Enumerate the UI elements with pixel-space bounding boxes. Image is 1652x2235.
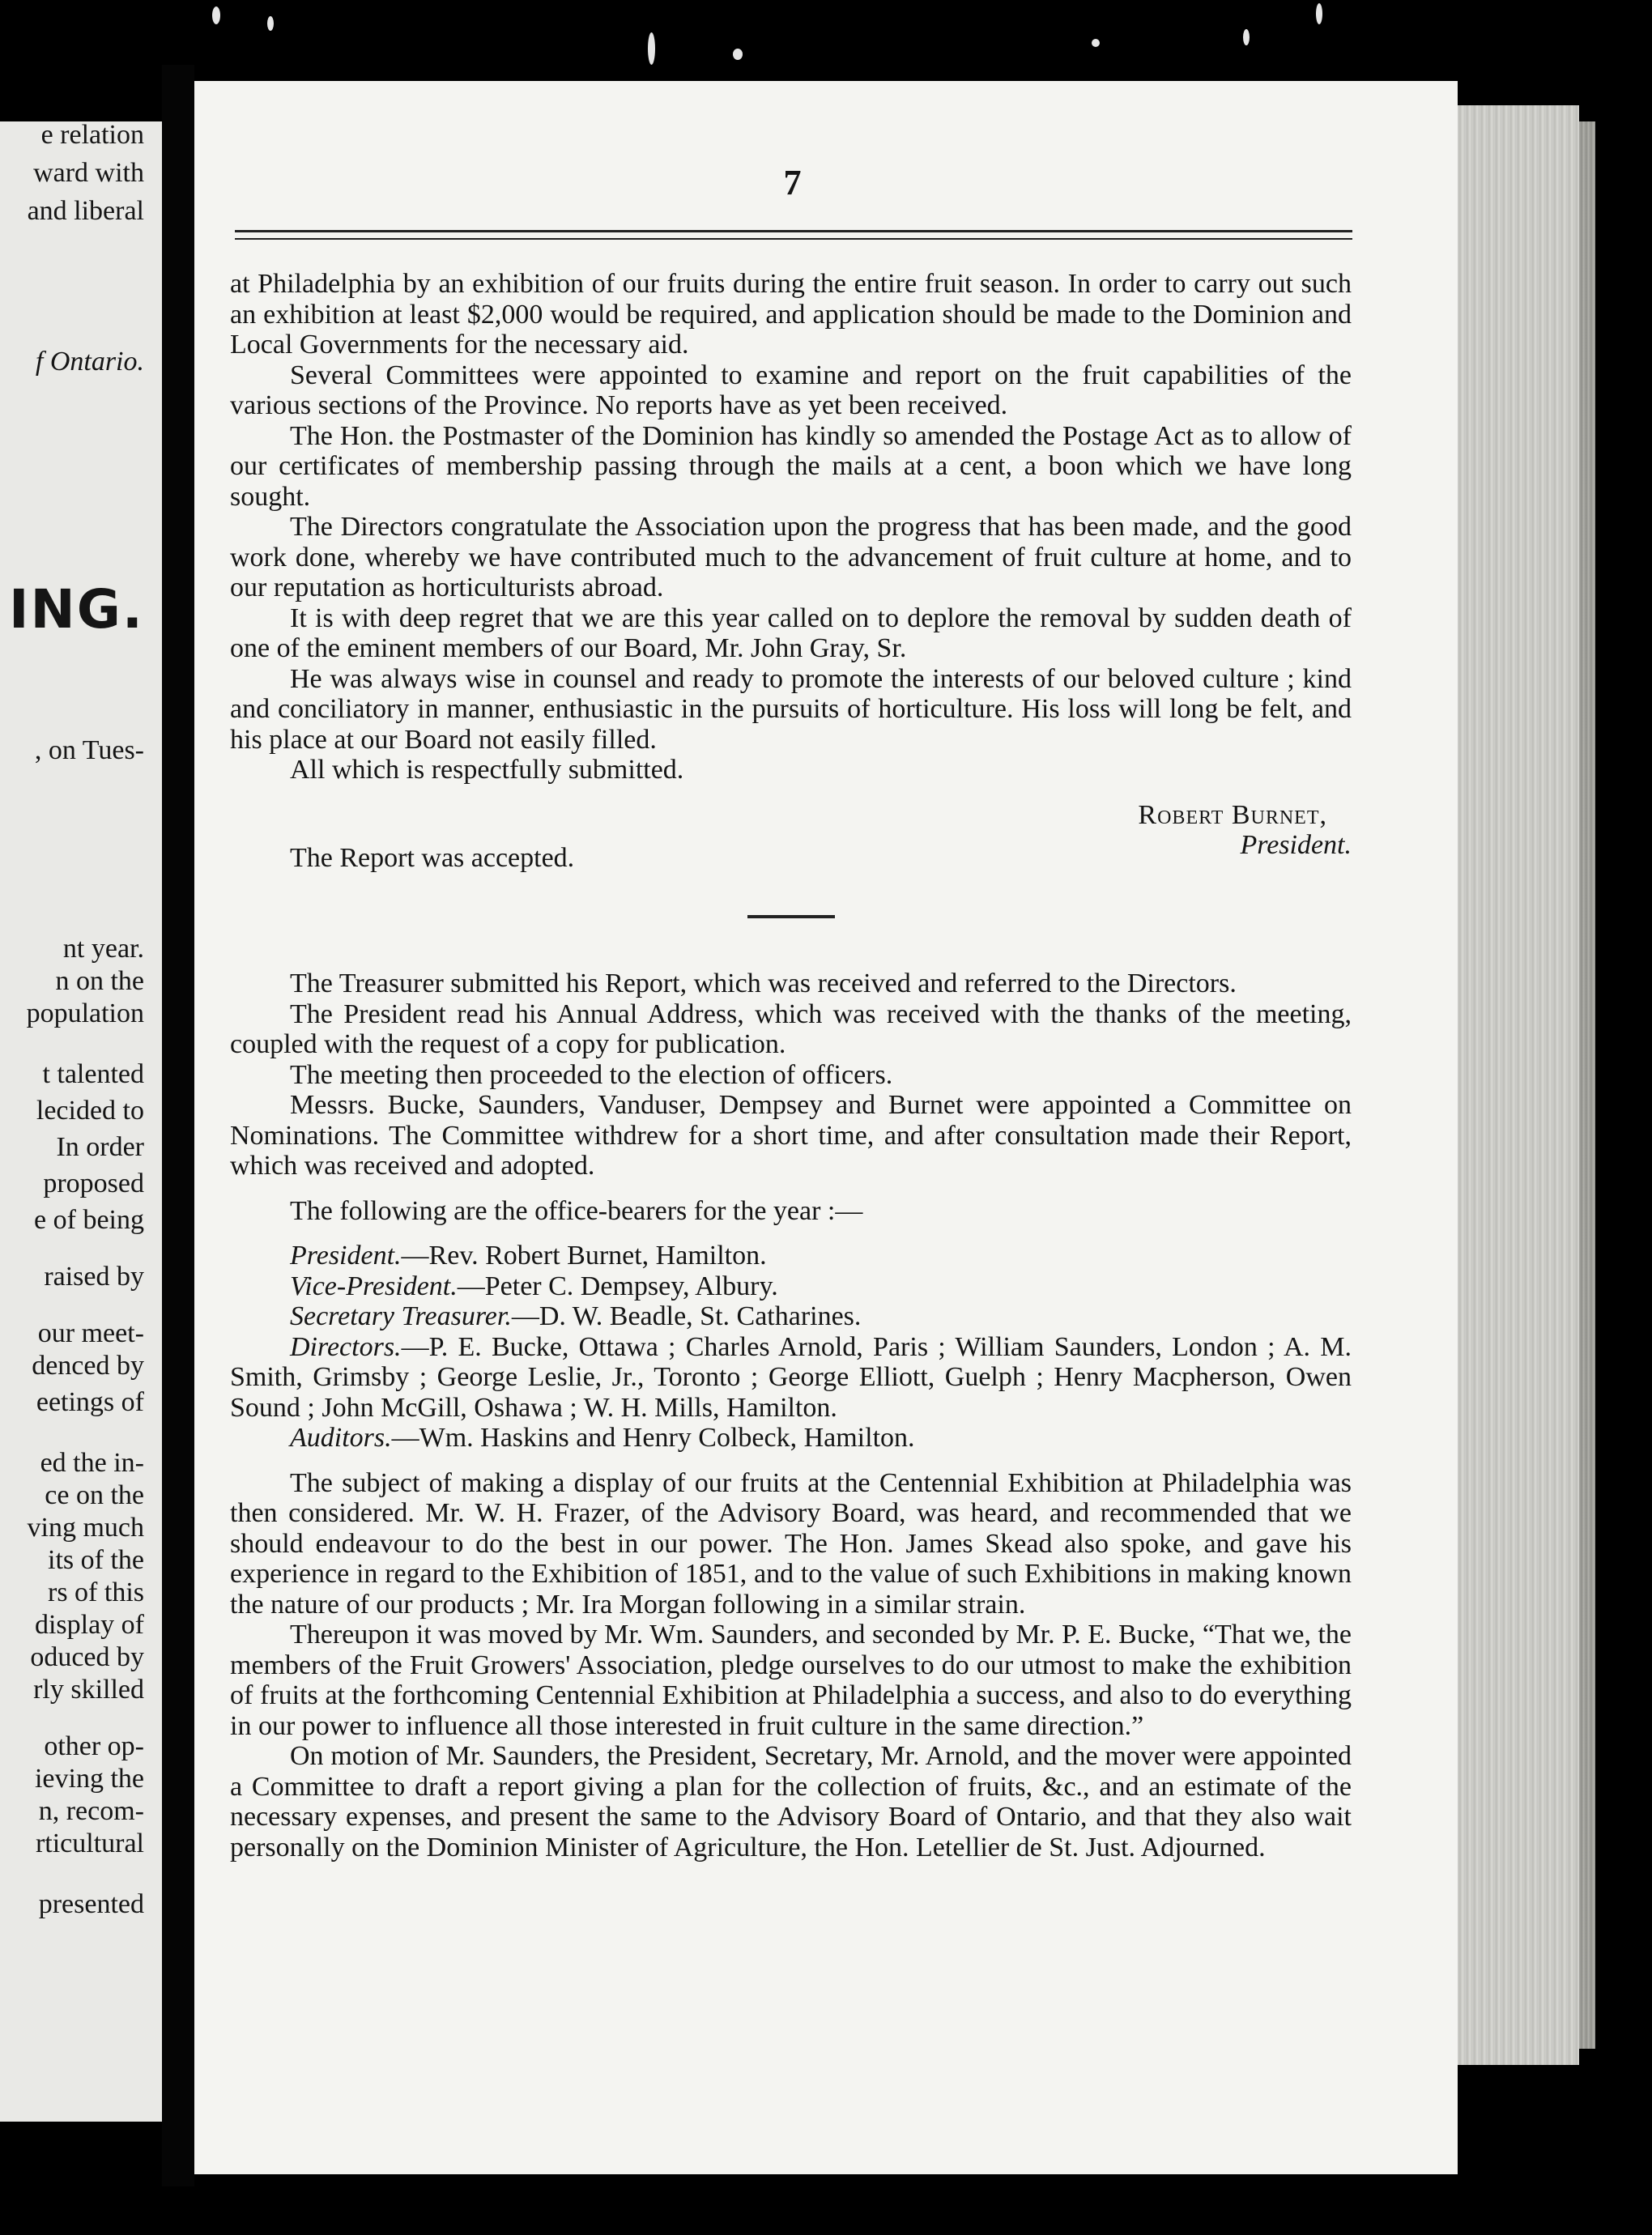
book-gutter [162, 65, 194, 2186]
officer-names: —Rev. Robert Burnet, Hamilton. [401, 1241, 767, 1271]
officer-role: President. [290, 1241, 402, 1271]
previous-page-text-fragment: ed the in- [40, 1448, 144, 1478]
page-fore-edge-shadow [1579, 121, 1595, 2049]
officers-intro: The following are the office-bearers for the year :— [290, 1195, 863, 1226]
previous-page-text-fragment: presented [38, 1889, 144, 1919]
paragraph: The Directors congratulate the Association upon the progress that has been made, and the good work done, whereby we have contributed much to the advancement of fruit culture at home, and to our reputation as horticulturists abroad. [230, 512, 1352, 602]
film-speck [212, 6, 220, 24]
signature-title: President. [1240, 830, 1352, 860]
paragraph: Several Committees were appointed to examine and report on the fruit capabilities of the various sections of the Province. No reports have as yet been received. [230, 360, 1352, 420]
officer-vice-president [230, 1271, 1352, 1302]
previous-page-text-fragment: eetings of [36, 1387, 144, 1417]
previous-page-text-fragment: ving much [27, 1513, 144, 1543]
report-accepted: The Report was accepted. [290, 842, 575, 873]
paragraph: The Treasurer submitted his Report, which was received and referred to the Directors. [290, 968, 1237, 998]
officer-secretary-treasurer [230, 1301, 1352, 1332]
previous-page-text-fragment: our meet- [37, 1318, 144, 1348]
previous-page-text-fragment: its of the [48, 1545, 144, 1575]
officer-role: Secretary Treasurer. [290, 1301, 512, 1331]
previous-page-text-fragment: population [26, 998, 144, 1028]
paragraph: On motion of Mr. Saunders, the President, Secretary, Mr. Arnold, and the mover were appointed a Committee to draft a report giving a plan for the collection of fruits, &c., and an estimate of the necessary expenses, and present the same to the Advisory Board of Ontario, and that they also wait personally on the Dominion Minister of Agriculture, the Hon. Letellier de St. Just. Adjourned. [230, 1741, 1352, 1862]
previous-page-text-fragment: and liberal [27, 196, 144, 226]
page-7 [194, 81, 1458, 2174]
signature-name: Robert Burnet, [1138, 799, 1327, 830]
officer-role: Vice-President. [290, 1271, 458, 1301]
previous-page-text-fragment: ING. [8, 578, 144, 641]
previous-page-text-fragment: rticultural [35, 1828, 144, 1858]
officer-directors [230, 1332, 1352, 1424]
paragraph: The President read his Annual Address, which was received with the thanks of the meeting, coupled with the request of a copy for publication. [230, 998, 1352, 1059]
previous-page-text-fragment: , on Tues- [34, 735, 144, 765]
previous-page-text-fragment: denced by [32, 1351, 144, 1381]
previous-page-text-fragment: f Ontario. [35, 347, 144, 377]
film-speck [1243, 29, 1250, 45]
previous-page-fragment [0, 121, 162, 2122]
film-speck [267, 16, 274, 31]
paragraph: The subject of making a display of our fruits at the Centennial Exhibition at Philadelphia was then considered. Mr. W. H. Frazer, of the Advisory Board, was heard, and recommended that we should endeavour to do the best in our power. The Hon. James Skead also spoke, and gave his experience in regard to the Exhibition of 1851, and to the value of such Exhibitions in making known the nature of our products ; Mr. Ira Morgan following in a similar strain. [230, 1467, 1352, 1620]
officer-names: —P. E. Bucke, Ottawa ; Charles Arnold, Paris ; William Saunders, London ; A. M. Smith, Grimsby ; George Leslie, Jr., Toronto ; George Elliott, Guelph ; Henry Macpherson, Owen Sound ; John McGill, Oshawa ; W. H. Mills, Hamilton. [230, 1331, 1352, 1423]
film-speck [648, 32, 655, 65]
previous-page-text-fragment: display of [34, 1610, 144, 1640]
previous-page-text-fragment: n on the [55, 966, 144, 996]
paragraph: The Hon. the Postmaster of the Dominion has kindly so amended the Postage Act as to allow of our certificates of membership passing through the mails at a cent, a boon which we have long sought. [230, 420, 1352, 512]
officer-role: Auditors. [290, 1423, 392, 1453]
paragraph: Messrs. Bucke, Saunders, Vanduser, Dempsey and Burnet were appointed a Committee on Nominations. The Committee withdrew for a short time, and after consultation made their Report, which was received and adopted. [230, 1090, 1352, 1181]
film-speck [1316, 3, 1322, 24]
officer-names: —Peter C. Dempsey, Albury. [457, 1271, 778, 1301]
previous-page-text-fragment: ce on the [45, 1480, 144, 1510]
page-fore-edge [1458, 105, 1579, 2065]
previous-page-text-fragment: other op- [44, 1731, 144, 1761]
paragraph: The meeting then proceeded to the election of officers. [290, 1059, 893, 1090]
previous-page-text-fragment: e of being [34, 1205, 144, 1235]
paragraph: He was always wise in counsel and ready to promote the interests of our beloved culture ; kind and conciliatory in manner, enthusiastic in the pursuits of horticulture. His loss will long be felt, and his place at our Board not easily filled. [230, 663, 1352, 755]
previous-page-text-fragment: oduced by [30, 1642, 144, 1672]
paragraph: It is with deep regret that we are this year called on to deplore the removal by sudden death of one of the eminent members of our Board, Mr. John Gray, Sr. [230, 602, 1352, 663]
officer-names: —Wm. Haskins and Henry Colbeck, Hamilton. [391, 1423, 915, 1453]
previous-page-text-fragment: ward with [33, 158, 144, 188]
previous-page-text-fragment: nt year. [62, 934, 144, 964]
film-speck [733, 49, 743, 60]
previous-page-text-fragment: ieving the [34, 1764, 144, 1794]
header-rule [235, 230, 1352, 245]
paragraph: All which is respectfully submitted. [290, 755, 684, 785]
previous-page-text-fragment: n, recom- [38, 1796, 144, 1826]
paragraph: at Philadelphia by an exhibition of our fruits during the entire fruit season. In order to carry out such an exhibition at least $2,000 would be required, and application should be made to the Dominion and Local Governments for the necessary aid. [230, 269, 1352, 360]
previous-page-text-fragment: e relation [40, 121, 144, 150]
officer-role: Directors. [290, 1331, 402, 1362]
officer-president [230, 1241, 1352, 1271]
previous-page-text-fragment: t talented [42, 1059, 144, 1089]
previous-page-text-fragment: lecided to [36, 1096, 144, 1126]
officer-auditors [230, 1423, 1352, 1454]
previous-page-text-fragment: proposed [43, 1169, 144, 1198]
previous-page-text-fragment: rly skilled [33, 1675, 144, 1705]
page-body [230, 269, 1352, 1862]
previous-page-text-fragment: rs of this [48, 1577, 144, 1607]
section-separator [747, 915, 835, 918]
officer-names: —D. W. Beadle, St. Catharines. [511, 1301, 862, 1331]
page-number: 7 [783, 163, 802, 202]
paragraph: Thereupon it was moved by Mr. Wm. Saunders, and seconded by Mr. P. E. Bucke, “That we, the members of the Fruit Growers' Association, pledge ourselves to do our utmost to make the exhibition of fruits at the forthcoming Centennial Exhibition at Philadelphia a success, and also to do everything in our power to influence all those interested in fruit culture in the same direction.” [230, 1620, 1352, 1741]
previous-page-text-fragment: In order [56, 1132, 144, 1162]
previous-page-text-fragment: raised by [44, 1262, 144, 1292]
film-speck [1092, 39, 1100, 47]
